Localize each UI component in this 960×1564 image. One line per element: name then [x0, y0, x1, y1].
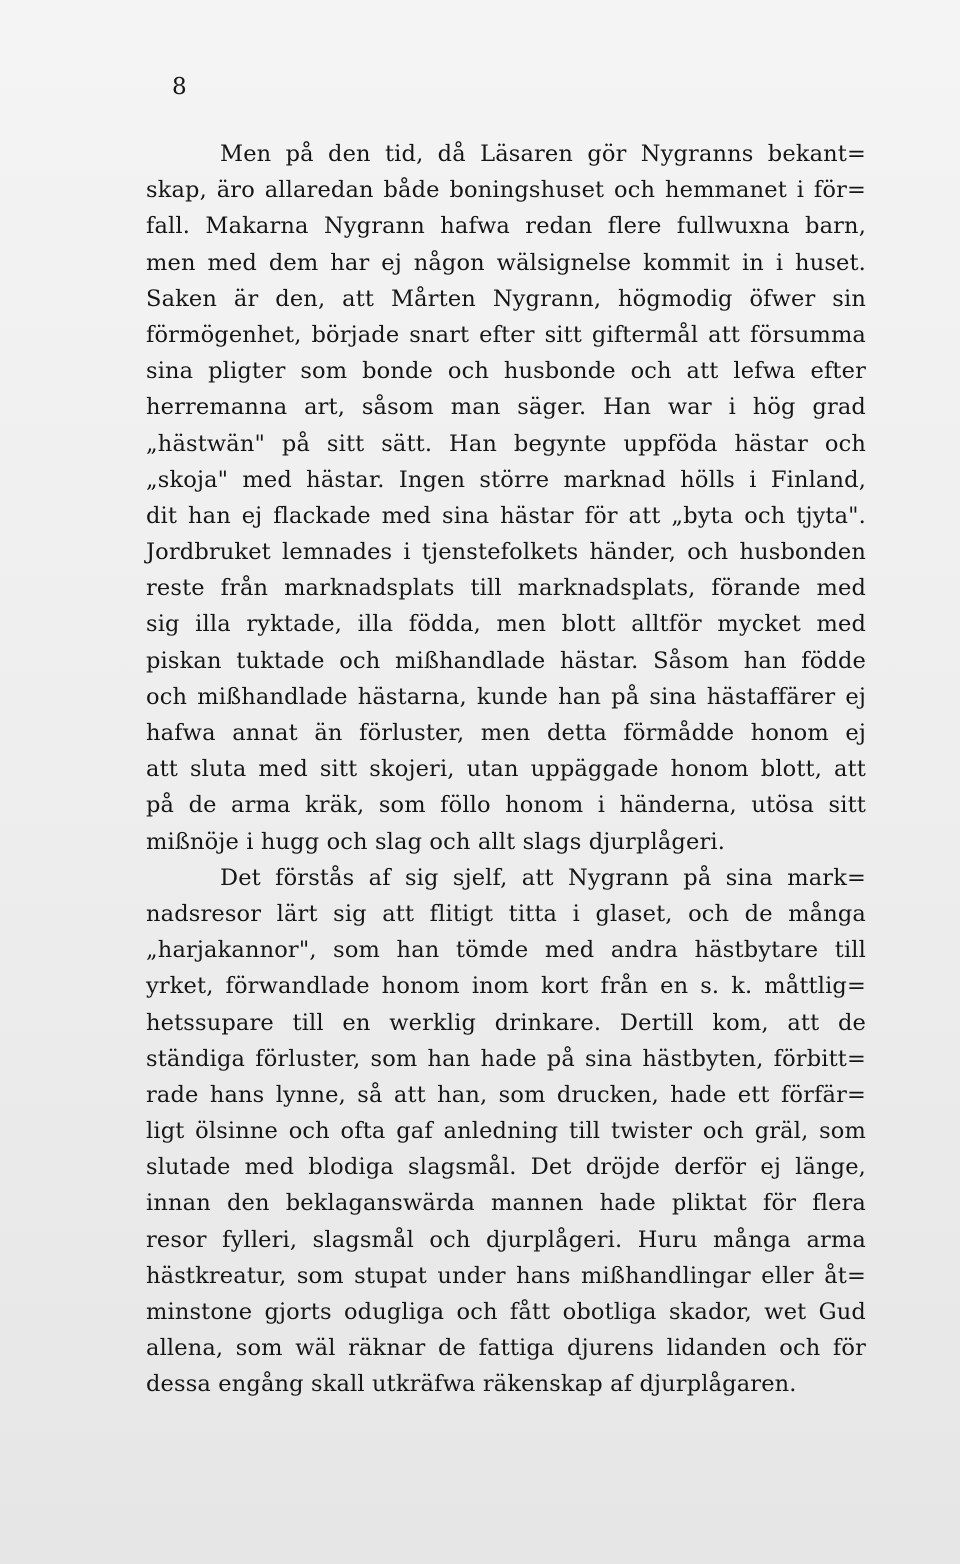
- text-line: yrket, förwandlade honom inom kort från en s. k. måttlig=: [146, 973, 866, 1000]
- text-line: hafwa annat än förluster, men detta förmådde honom ej: [146, 720, 866, 746]
- text-line: „harjakannor", som han tömde med andra hästbytare till: [146, 937, 866, 964]
- text-line: och mißhandlade hästarna, kunde han på sina hästaffärer ej: [146, 683, 866, 710]
- text-line: Det förstås af sig sjelf, att Nygrann på sina mark=: [220, 864, 866, 891]
- text-line: sig illa ryktade, illa födda, men blott alltför mycket med: [146, 611, 866, 638]
- text-line: på de arma kräk, som föllo honom i händerna, utösa sitt: [146, 792, 866, 819]
- text-line: förmögenhet, började snart efter sitt giftermål att försumma: [146, 321, 866, 348]
- text-line: „hästwän" på sitt sätt. Han begynte uppföda hästar och: [146, 430, 866, 457]
- text-line: allena, som wäl räknar de fattiga djurens lidanden och för: [146, 1335, 866, 1362]
- body-text: [146, 136, 866, 1403]
- text-line: fall. Makarna Nygrann hafwa redan flere fullwuxna barn,: [146, 213, 866, 240]
- text-line: Saken är den, att Mårten Nygrann, högmodig öfwer sin: [146, 285, 866, 312]
- text-line: skap, äro allaredan både boningshuset och hemmanet i för=: [146, 177, 866, 204]
- text-line: Jordbruket lemnades i tjenstefolkets händer, och husbonden: [146, 539, 866, 566]
- text-line: hästkreatur, som stupat under hans mißhandlingar eller åt=: [146, 1262, 866, 1289]
- text-line: dessa engång skall utkräfwa räkenskap af djurplågaren.: [146, 1371, 797, 1398]
- text-line: men med dem har ej någon wälsignelse kommit in i huset.: [146, 249, 866, 276]
- text-line: slutade med blodiga slagsmål. Det dröjde derför ej länge,: [146, 1154, 866, 1181]
- text-line: rade hans lynne, så att han, som drucken, hade ett förfär=: [146, 1081, 866, 1108]
- text-line: reste från marknadsplats till marknadsplats, förande med: [146, 575, 866, 602]
- text-line: sina pligter som bonde och husbonde och att lefwa efter: [146, 358, 866, 385]
- page-number: 8: [172, 74, 187, 100]
- text-line: dit han ej flackade med sina hästar för att „byta och tjyta".: [146, 502, 866, 529]
- text-line: mißnöje i hugg och slag och allt slags djurplågeri.: [146, 828, 725, 855]
- text-line: minstone gjorts odugliga och fått obotliga skador, wet Gud: [146, 1299, 866, 1325]
- text-line: ständiga förluster, som han hade på sina hästbyten, förbitt=: [146, 1045, 866, 1072]
- text-line: herremanna art, såsom man säger. Han war i hög grad: [146, 394, 866, 421]
- text-line: Men på den tid, då Läsaren gör Nygranns bekant=: [220, 141, 866, 167]
- text-line: nadsresor lärt sig att flitigt titta i glaset, och de många: [146, 900, 866, 927]
- text-line: „skoja" med hästar. Ingen större marknad hölls i Finland,: [146, 466, 866, 493]
- text-line: innan den beklaganswärda mannen hade pliktat för flera: [146, 1190, 866, 1217]
- text-line: resor fylleri, slagsmål och djurplågeri. Huru många arma: [146, 1226, 866, 1253]
- text-line: ligt ölsinne och ofta gaf anledning till twister och gräl, som: [146, 1118, 866, 1145]
- text-line: hetssupare till en werklig drinkare. Dertill kom, att de: [146, 1009, 866, 1036]
- text-line: piskan tuktade och mißhandlade hästar. Såsom han födde: [146, 647, 866, 674]
- text-line: att sluta med sitt skojeri, utan uppäggade honom blott, att: [146, 756, 866, 783]
